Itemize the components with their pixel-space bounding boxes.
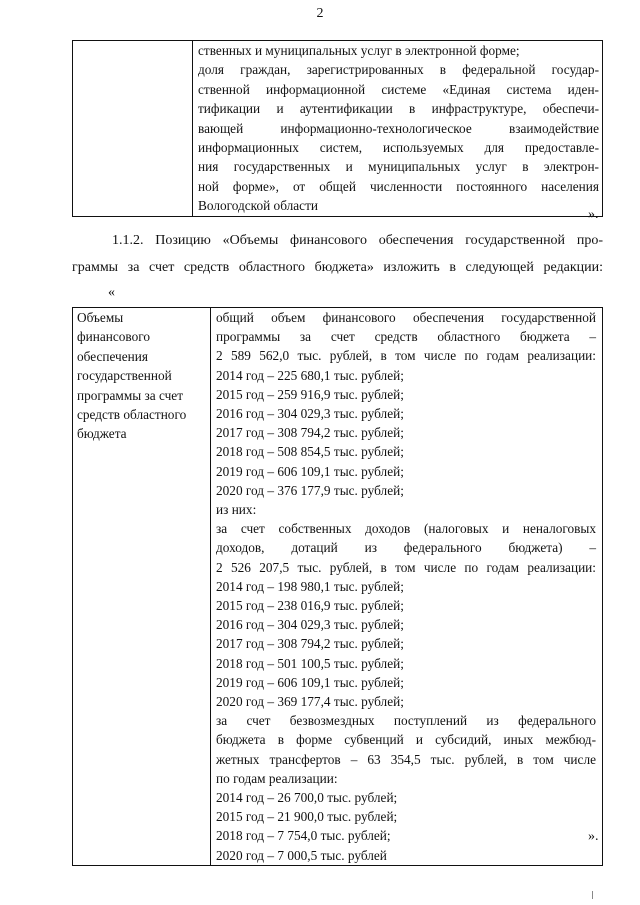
funding-line: жетных трансфертов – 63 354,5 тыс. рублей, в том числе	[216, 751, 596, 767]
funding-line: 2018 год – 508 854,5 тыс. рублей;	[216, 444, 404, 460]
funding-line: 2018 год – 501 100,5 тыс. рублей;	[216, 655, 404, 671]
closing-quote: ».	[588, 207, 599, 222]
text-line: Вологодской области	[198, 198, 319, 214]
funding-line: 2014 год – 225 680,1 тыс. рублей;	[216, 367, 404, 383]
funding-line: 2020 год – 369 177,4 тыс. рублей;	[216, 694, 404, 710]
position-line: бюджета	[77, 426, 127, 442]
text-line: ной форме», от общей численности постоянного населения	[198, 178, 599, 194]
paragraph-line: граммы за счет средств областного бюджета» изложить в следующей редакции:	[72, 260, 603, 275]
funding-line: 2015 год – 238 016,9 тыс. рублей;	[216, 598, 404, 614]
funding-line: доходов, дотаций из федерального бюджета) –	[216, 540, 596, 556]
funding-line: 2016 год – 304 029,3 тыс. рублей;	[216, 617, 404, 633]
position-cell	[73, 308, 211, 866]
scan-mark	[592, 891, 593, 899]
funding-line: программы за счет средств областного бюджета –	[216, 329, 596, 345]
position-line: обеспечения	[77, 348, 148, 364]
paragraph-line: 1.1.2. Позицию «Объемы финансового обеспечения государственной про-	[112, 233, 603, 248]
funding-line: 2015 год – 21 900,0 тыс. рублей;	[216, 809, 398, 825]
funding-line: 2014 год – 26 700,0 тыс. рублей;	[216, 790, 398, 806]
funding-cell	[211, 308, 603, 866]
continued-table-text-cell	[193, 41, 603, 217]
funding-line: 2 526 207,5 тыс. рублей, в том числе по годам реализации:	[216, 559, 596, 575]
text-line: вающей информационно-технологическое взаимодействие	[198, 120, 599, 136]
text-line: ния государственных и муниципальных услуг в электрон-	[198, 159, 599, 175]
funding-table	[72, 307, 603, 866]
position-line: средств областного	[77, 407, 187, 423]
funding-line: бюджета в форме субвенций и субсидий, иных межбюд-	[216, 732, 596, 748]
page-number: 2	[316, 6, 324, 21]
funding-line: 2020 год – 7 000,5 тыс. рублей	[216, 847, 387, 863]
funding-line: 2017 год – 308 794,2 тыс. рублей;	[216, 425, 404, 441]
text-line: тификации и аутентификации в инфраструктуре, обеспечи-	[198, 101, 599, 117]
funding-line: 2019 год – 606 109,1 тыс. рублей;	[216, 674, 404, 690]
continued-table	[72, 40, 603, 217]
funding-line: 2019 год – 606 109,1 тыс. рублей;	[216, 463, 404, 479]
text-line: ственной информационной системе «Единая система иден-	[198, 81, 599, 97]
funding-line: 2014 год – 198 980,1 тыс. рублей;	[216, 578, 404, 594]
text-line: информационных систем, используемых для предоставле-	[198, 140, 599, 156]
funding-line: 2018 год – 7 754,0 тыс. рублей;	[216, 828, 391, 844]
funding-line: 2017 год – 308 794,2 тыс. рублей;	[216, 636, 404, 652]
text-line: доля граждан, зарегистрированных в федеральной государ-	[198, 62, 599, 78]
text-line: ственных и муниципальных услуг в электронной форме;	[198, 43, 520, 58]
position-line: Объемы	[77, 310, 124, 325]
table-row	[73, 308, 603, 866]
position-line: государственной	[77, 368, 172, 384]
funding-line: за счет собственных доходов (налоговых и неналоговых	[216, 521, 596, 537]
funding-line: 2016 год – 304 029,3 тыс. рублей;	[216, 406, 404, 422]
funding-line: общий объем финансового обеспечения государственной	[216, 310, 596, 325]
funding-line: за счет безвозмездных поступлений из федерального	[216, 713, 596, 729]
position-line: программы за счет	[77, 387, 184, 403]
funding-line: 2015 год – 259 916,9 тыс. рублей;	[216, 386, 404, 402]
funding-line: 2 589 562,0 тыс. рублей, в том числе по годам реализации:	[216, 348, 596, 364]
funding-line: из них:	[216, 502, 257, 518]
opening-quote: «	[108, 285, 115, 300]
funding-line: 2020 год – 376 177,9 тыс. рублей;	[216, 482, 404, 498]
continued-table-empty-cell	[73, 41, 193, 217]
closing-quote: ».	[588, 829, 599, 844]
position-line: финансового	[77, 329, 151, 345]
funding-line: по годам реализации:	[216, 770, 338, 786]
